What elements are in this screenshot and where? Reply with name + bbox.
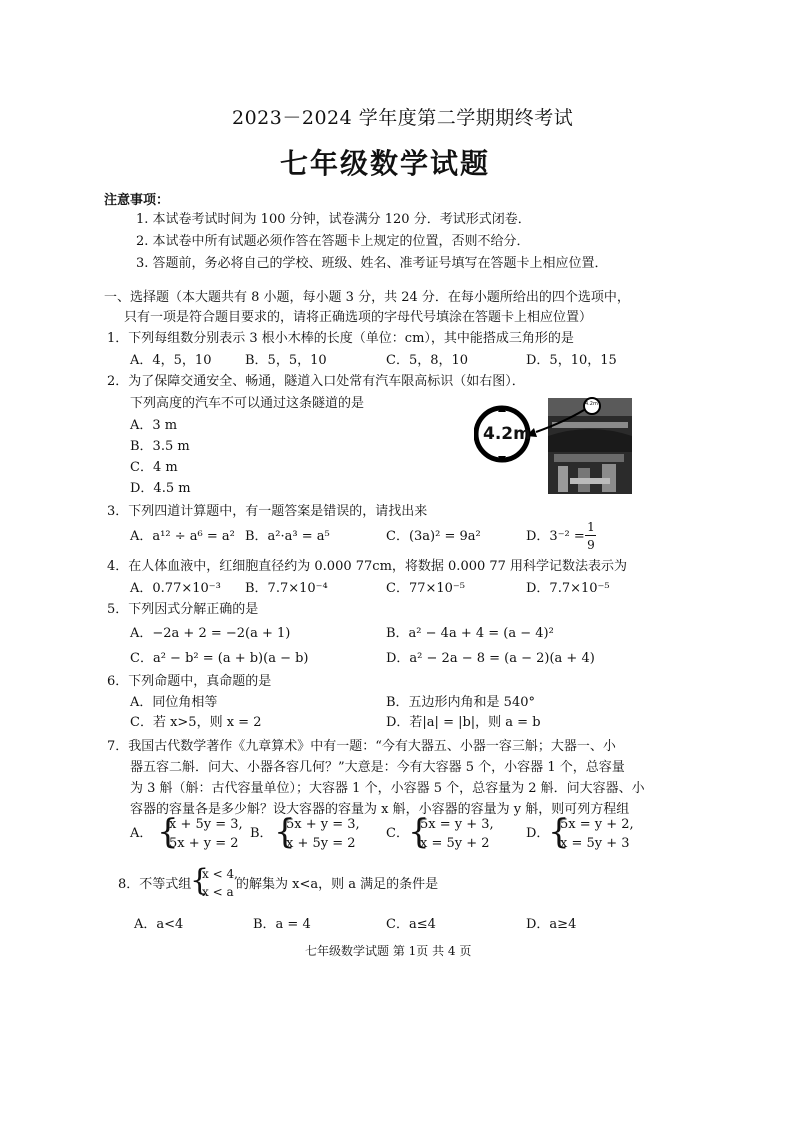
section1-line1: 一、选择题（本大题共有 8 小题，每小题 3 分，共 24 分．在每小题所给出的四个选项中， (104, 290, 630, 305)
fraction-bar (585, 535, 596, 536)
q7-option-b-label: B． (250, 826, 273, 841)
q4-stem: 4．在人体血液中，红细胞直径约为 0.000 77cm，将数据 0.000 77 用科学记数法表示为 (107, 559, 628, 574)
brace-icon: { (408, 812, 430, 852)
q8-system-row1: x < 4, (202, 867, 238, 881)
q7-stem-line2: 器五容二斛．问大、小器各容几何？”大意是：今有大容器 5 个，小容器 1 个，总容量 (130, 760, 625, 775)
q3-option-d-numerator: 1 (587, 520, 595, 534)
tunnel-illustration (474, 392, 634, 496)
q6-option-d: D．若|a| = |b|，则 a = b (386, 715, 541, 730)
q5-option-a: A．−2a + 2 = −2(a + 1) (130, 626, 291, 641)
brace-icon: { (548, 812, 570, 852)
q1-option-b: B．5，5，10 (245, 353, 327, 368)
q7-option-d-eq1: 5x = y + 2, (560, 817, 634, 832)
q7-option-c-eq2: x = 5y + 2 (420, 836, 490, 851)
q8-stem-suffix: 的解集为 x<a，则 a 满足的条件是 (236, 877, 439, 892)
q2-option-b: B．3.5 m (130, 439, 190, 454)
q5-stem: 5．下列因式分解正确的是 (107, 602, 259, 617)
brace-icon: { (274, 812, 296, 852)
q8-option-d: D．a≥4 (526, 917, 577, 932)
q3-stem: 3．下列四道计算题中，有一题答案是错误的，请找出来 (107, 504, 428, 519)
q4-option-c: C．77×10⁻⁵ (386, 581, 465, 596)
q7-option-a-label: A． (130, 826, 153, 841)
q2-option-d: D．4.5 m (130, 481, 191, 496)
exam-title: 2023－2024 学年度第二学期期终考试 (232, 107, 574, 129)
q8-option-c: C．a≤4 (386, 917, 436, 932)
q6-option-a: A．同位角相等 (130, 695, 218, 710)
brace-icon: { (157, 812, 179, 852)
q6-option-b: B．五边形内角和是 540° (386, 695, 535, 710)
q8-option-a: A．a<4 (134, 917, 184, 932)
q4-option-b: B．7.7×10⁻⁴ (245, 581, 328, 596)
q1-option-c: C．5，8，10 (386, 353, 469, 368)
q6-option-c: C．若 x>5，则 x = 2 (130, 715, 262, 730)
small-sign-text: 4.2m (585, 401, 598, 407)
q5-option-d: D．a² − 2a − 8 = (a − 2)(a + 4) (386, 651, 595, 666)
q1-option-d: D．5，10，15 (526, 353, 617, 368)
q7-stem-line4: 容器的容量各是多少斛？设大容器的容量为 x 斛，小容器的容量为 y 斛，则可列方程组 (130, 802, 630, 817)
q3-option-d-prefix: D．3⁻² = (526, 529, 585, 544)
q2-option-c: C．4 m (130, 460, 178, 475)
q3-option-b: B．a²·a³ = a⁵ (245, 529, 330, 544)
q6-stem: 6．下列命题中，真命题的是 (107, 674, 272, 689)
exam-subtitle: 七年级数学试题 (280, 147, 491, 180)
height-limit-figure (474, 392, 634, 496)
q5-option-b: B．a² − 4a + 4 = (a − 4)² (386, 626, 554, 641)
notice-item-2: 2. 本试卷中所有试题必须作答在答题卡上规定的位置，否则不给分． (136, 234, 530, 249)
q5-option-c: C．a² − b² = (a + b)(a − b) (130, 651, 309, 666)
q1-option-a: A．4，5，10 (130, 353, 212, 368)
notice-heading: 注意事项： (104, 193, 170, 208)
q4-option-a: A．0.77×10⁻³ (130, 581, 221, 596)
q7-option-b-eq2: x + 5y = 2 (286, 836, 356, 851)
q2-stem-1: 2．为了保障交通安全、畅通，隧道入口处常有汽车限高标识（如右图）． (107, 374, 525, 389)
q7-option-b-eq1: 5x + y = 3, (286, 817, 360, 832)
q7-option-d-label: D． (526, 826, 550, 841)
q8-stem-prefix: 8．不等式组 (118, 877, 192, 892)
section1-line2: 只有一项是符合题目要求的，请将正确选项的字母代号填涂在答题卡上相应位置） (124, 310, 593, 325)
q8-system-row2: x < a (202, 885, 234, 899)
q2-stem-2: 下列高度的汽车不可以通过这条隧道的是 (130, 396, 365, 411)
q3-option-c: C．(3a)² = 9a² (386, 529, 481, 544)
q2-option-a: A．3 m (130, 418, 178, 433)
q3-option-a: A．a¹² ÷ a⁶ = a² (130, 529, 235, 544)
page-footer: 七年级数学试题 第 1页 共 4 页 (305, 944, 472, 958)
height-limit-sign-text: 4.2m (483, 424, 531, 444)
q7-option-a-eq1: x + 5y = 3, (169, 817, 243, 832)
q7-option-d-eq2: x = 5y + 3 (560, 836, 630, 851)
q7-option-c-label: C． (386, 826, 409, 841)
notice-item-3: 3. 答题前，务必将自己的学校、班级、姓名、准考证号填写在答题卡上相应位置． (136, 256, 608, 271)
q1-stem: 1．下列每组数分别表示 3 根小木棒的长度（单位：cm），其中能搭成三角形的是 (107, 331, 574, 346)
q7-option-c-eq1: 5x = y + 3, (420, 817, 494, 832)
q3-option-d-denominator: 9 (587, 538, 595, 552)
q4-option-d: D．7.7×10⁻⁵ (526, 581, 610, 596)
q7-stem-line3: 为 3 斛（斛：古代容量单位）；大容器 1 个，小容器 5 个，总容量为 2 斛．问大容器、小 (130, 781, 645, 796)
q7-option-a-eq2: 5x + y = 2 (169, 836, 239, 851)
notice-item-1: 1. 本试卷考试时间为 100 分钟，试卷满分 120 分．考试形式闭卷． (136, 212, 531, 227)
q8-option-b: B．a = 4 (253, 917, 311, 932)
q7-stem-line1: 7．我国古代数学著作《九章算术》中有一题：“今有大器五、小器一容三斛；大器一、小 (107, 739, 616, 754)
brace-icon: { (190, 863, 210, 898)
